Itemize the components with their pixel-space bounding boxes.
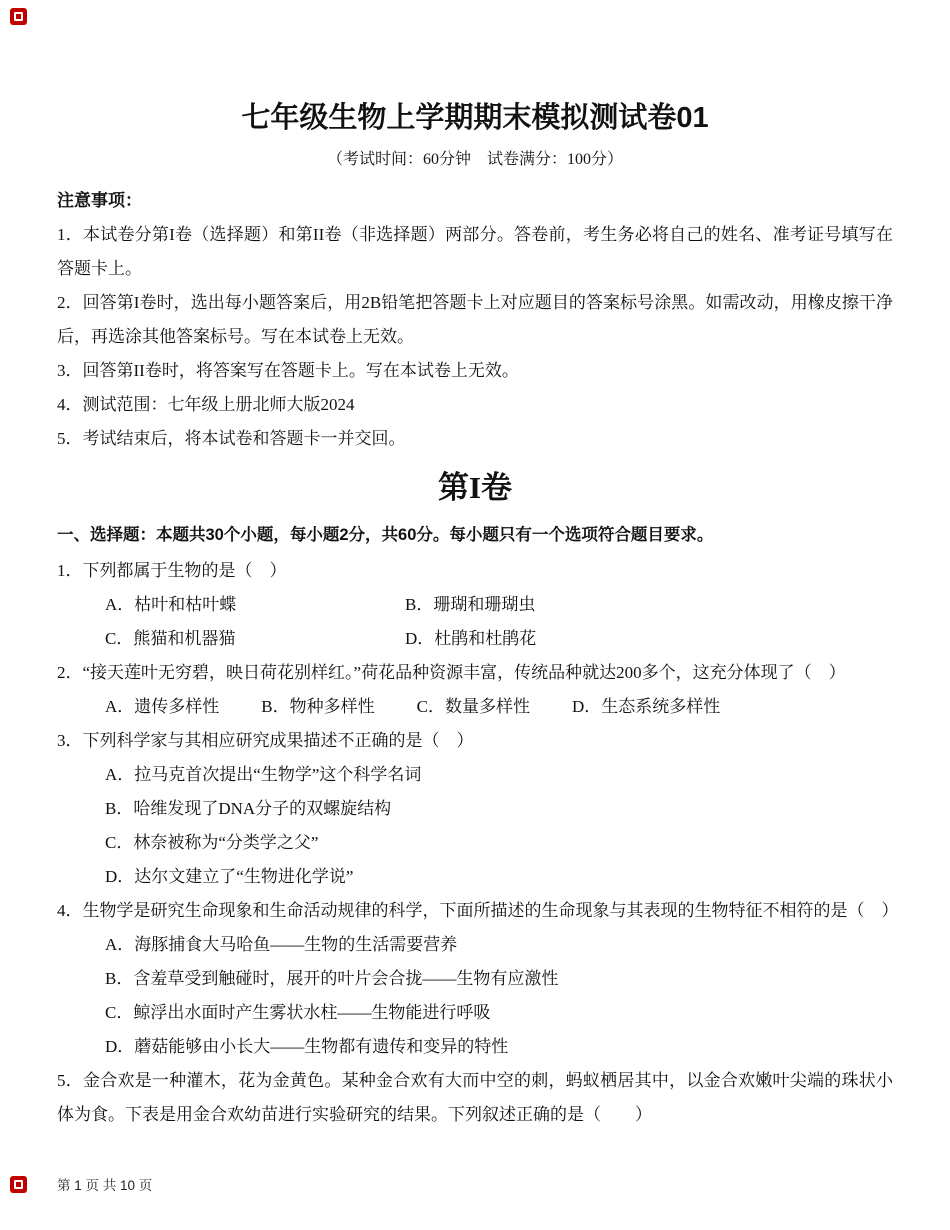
option: D．达尔文建立了“生物进化学说” <box>105 867 354 886</box>
question-stem: 4．生物学是研究生命现象和生命活动规律的科学，下面所描述的生命现象与其表现的生物特征不相符的是（ ） <box>57 901 899 920</box>
option: B．物种多样性 <box>261 697 375 716</box>
options <box>57 588 893 656</box>
option: D．生态系统多样性 <box>571 697 721 716</box>
part-title: 第I卷 <box>437 470 513 505</box>
page-footer: 第 1 页 共 10 页 <box>57 1178 153 1193</box>
option: C．鲸浮出水面时产生雾状水柱——生物能进行呼吸 <box>105 1003 491 1022</box>
section-heading: 一、选择题：本题共30个小题，每小题2分，共60分。每小题只有一个选项符合题目要求。 <box>57 526 714 544</box>
page-title: 七年级生物上学期期末模拟测试卷01 <box>241 102 709 134</box>
option: B．哈维发现了DNA分子的双螺旋结构 <box>105 799 392 818</box>
option: C．数量多样性 <box>416 697 530 716</box>
options <box>57 758 893 894</box>
options <box>57 690 893 724</box>
option: D．蘑菇能够由小长大——生物都有遗传和变异的特性 <box>105 1037 509 1056</box>
question-stem: 3．下列科学家与其相应研究成果描述不正确的是（ ） <box>57 731 474 750</box>
notice-item: 5．考试结束后，将本试卷和答题卡一并交回。 <box>57 429 406 448</box>
option: A．遗传多样性 <box>105 697 220 716</box>
question-1 <box>57 554 893 656</box>
option: A．海豚捕食大马哈鱼——生物的生活需要营养 <box>105 935 458 954</box>
question-stem: 2．“接天莲叶无穷碧，映日荷花别样红。”荷花品种资源丰富，传统品种就达200多个，这充分体现了（ ） <box>57 663 846 682</box>
exam-subtitle: （考试时间：60分钟 试卷满分：100分） <box>326 151 623 168</box>
option: A．枯叶和枯叶蝶 <box>105 595 237 614</box>
watermark-logo-icon-bottom <box>10 1176 27 1193</box>
option: C．熊猫和机器猫 <box>105 629 236 648</box>
question-5 <box>57 1064 893 1132</box>
notice-item: 3．回答第II卷时，将答案写在答题卡上。写在本试卷上无效。 <box>57 361 519 380</box>
question-2 <box>57 656 893 724</box>
option: B．珊瑚和珊瑚虫 <box>405 595 536 614</box>
option: A．拉马克首次提出“生物学”这个科学名词 <box>105 765 422 784</box>
options <box>57 928 893 1064</box>
watermark-logo-icon-top <box>10 8 27 25</box>
notice-item: 4．测试范围：七年级上册北师大版2024 <box>57 395 355 414</box>
option: C．林奈被称为“分类学之父” <box>105 833 319 852</box>
questions-section <box>57 554 899 1132</box>
question-3 <box>57 724 893 894</box>
notice-item: 1．本试卷分第I卷（选择题）和第II卷（非选择题）两部分。答卷前，考生务必将自己的姓名、准考证号填写在答题卡上。 <box>57 225 893 278</box>
question-stem: 5．金合欢是一种灌木，花为金黄色。某种金合欢有大而中空的刺，蚂蚁栖居其中，以金合欢嫩叶尖端的珠状小体为食。下表是用金合欢幼苗进行实验研究的结果。下列叙述正确的是（ ） <box>57 1071 893 1124</box>
question-4 <box>57 894 899 1064</box>
option: B．含羞草受到触碰时，展开的叶片会合拢——生物有应激性 <box>105 969 559 988</box>
option: D．杜鹃和杜鹃花 <box>405 629 537 648</box>
question-stem: 1．下列都属于生物的是（ ） <box>57 561 287 580</box>
notice-item: 2．回答第I卷时，选出每小题答案后，用2B铅笔把答题卡上对应题目的答案标号涂黑。如需改动，用橡皮擦干净后，再选涂其他答案标号。写在本试卷上无效。 <box>57 293 893 346</box>
notices-section <box>57 218 893 456</box>
notice-heading: 注意事项： <box>57 191 142 210</box>
